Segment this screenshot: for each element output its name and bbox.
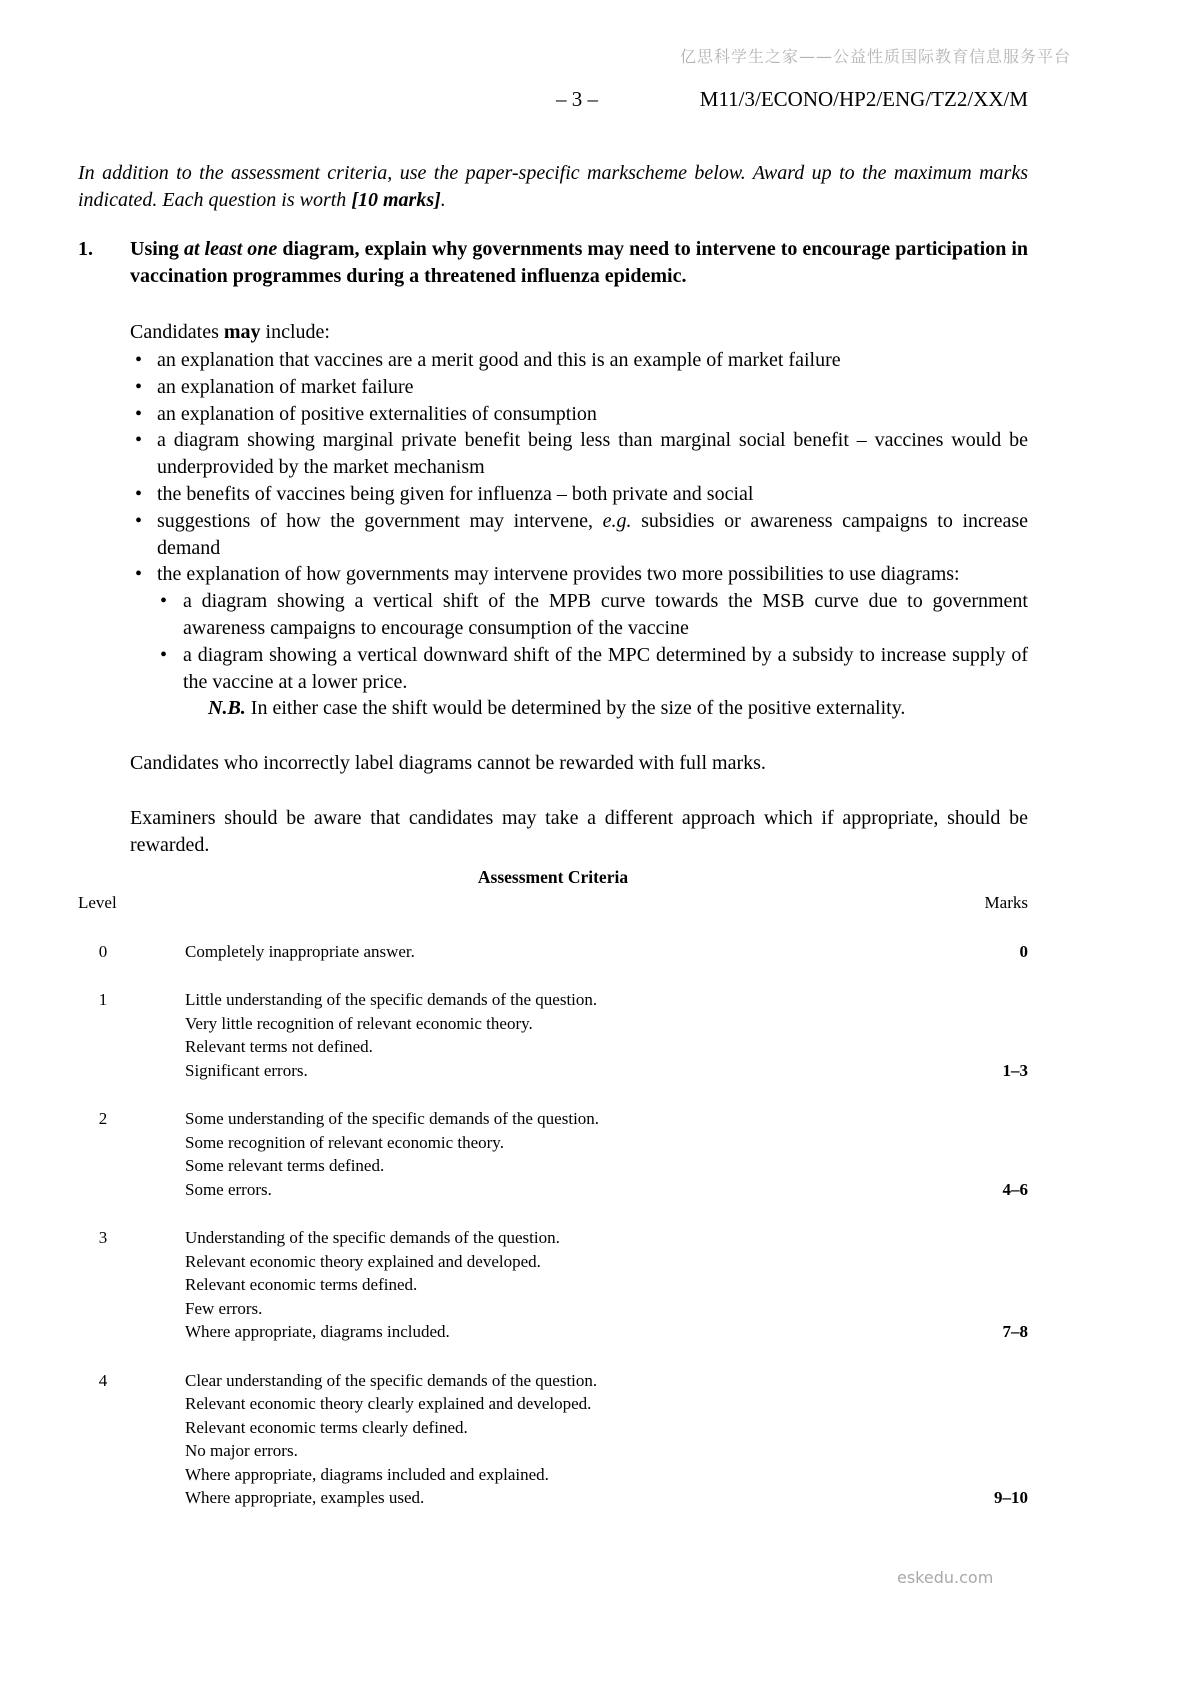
criteria-lines <box>185 1226 1003 1344</box>
criteria-title: Assessment Criteria <box>477 867 629 888</box>
bullet-item <box>135 401 1028 428</box>
intro-marks-bold: [10 marks] <box>351 189 441 211</box>
sub-bullet-item <box>160 588 1028 642</box>
bullet-text-after: subsidies or awareness campaigns to increase demand <box>157 509 1028 559</box>
note-examiners: Examiners should be aware that candidates may take a different approach which if appropriate, should be rewarded. <box>130 807 1028 857</box>
criteria-line: Completely inappropriate answer. <box>185 941 415 961</box>
bullet-icon: • <box>135 482 143 505</box>
nb-label: N.B. <box>208 697 246 720</box>
criteria-line: Clear understanding of the specific demands of the question. <box>185 1370 598 1390</box>
intro-period: . <box>440 189 446 211</box>
criteria-line: Few errors. <box>185 1298 263 1318</box>
sub-bullet-text: a diagram showing a vertical downward shift of the MPC determined by a subsidy to increase supply of the vaccine at a lower price. <box>183 643 1028 693</box>
page-content <box>78 160 1028 1510</box>
criteria-marks: 0 <box>1019 941 1028 961</box>
criteria-level: 2 <box>98 1109 108 1129</box>
criteria-row <box>78 1107 1028 1201</box>
criteria-line: Some understanding of the specific demands of the question. <box>185 1109 600 1129</box>
bullet-item <box>135 427 1028 481</box>
bullet-icon: • <box>135 375 143 398</box>
criteria-line: Some recognition of relevant economic theory. <box>185 1132 504 1152</box>
bullet-text: an explanation that vaccines are a merit good and this is an example of market failure <box>157 349 841 371</box>
bullet-icon: • <box>135 429 143 452</box>
question-text <box>130 236 1028 290</box>
paper-code: M11/3/ECONO/HP2/ENG/TZ2/XX/M <box>699 87 1028 111</box>
question-number: 1. <box>78 238 93 260</box>
candidates-may-bold: may <box>223 321 261 343</box>
criteria-marks: 1–3 <box>1002 1060 1028 1080</box>
footer-watermark: eskedu.com <box>897 1568 994 1587</box>
question-rest: diagram, explain why governments may need to intervene to encourage participation in vaccination programmes during a threatened influenza epidemic. <box>130 238 1029 287</box>
bullet-item <box>135 508 1028 562</box>
criteria-line: Understanding of the specific demands of the question. <box>185 1228 560 1248</box>
criteria-line: Relevant economic terms clearly defined. <box>185 1417 468 1437</box>
candidates-before: Candidates <box>130 321 224 343</box>
nb-note <box>208 695 1028 722</box>
bullet-icon: • <box>135 509 143 532</box>
bullet-icon: • <box>135 349 143 371</box>
criteria-row <box>78 1226 1028 1344</box>
assessment-criteria-table <box>78 867 1028 1510</box>
criteria-line: Very little recognition of relevant economic theory. <box>185 1013 533 1033</box>
bullet-text <box>157 508 1028 562</box>
criteria-line: Significant errors. <box>185 1060 308 1080</box>
sub-bullet-list <box>160 588 1028 722</box>
bullet-item <box>135 481 1028 508</box>
criteria-marks-header: Marks <box>984 893 1028 913</box>
bullet-icon: • <box>160 643 168 666</box>
bullet-text: an explanation of positive externalities of consumption <box>157 402 597 425</box>
criteria-marks: 4–6 <box>1002 1179 1028 1199</box>
criteria-line: Some relevant terms defined. <box>185 1156 385 1176</box>
chinese-watermark: 亿思科学生之家——公益性质国际教育信息服务平台 <box>680 47 1072 66</box>
question-lead: Using <box>130 238 184 260</box>
criteria-header-row <box>78 891 1028 915</box>
criteria-rows <box>78 940 1028 1510</box>
nb-text: In either case the shift would be determined by the size of the positive externality. <box>245 697 906 720</box>
question-1 <box>78 236 1028 290</box>
criteria-line: Some errors. <box>185 1179 272 1199</box>
sub-bullet-item <box>160 642 1028 696</box>
bullet-icon: • <box>135 563 143 586</box>
page-number: – 3 – <box>556 87 598 111</box>
criteria-lines <box>185 988 1003 1082</box>
criteria-line: Where appropriate, diagrams included. <box>185 1322 450 1342</box>
question-emphasis: at least one <box>183 238 278 260</box>
criteria-line: Little understanding of the specific demands of the question. <box>185 990 598 1010</box>
candidates-after: include: <box>260 321 330 343</box>
candidates-include-line <box>130 319 1028 346</box>
bullet-text: the explanation of how governments may intervene provides two more possibilities to use diagrams: <box>157 563 960 586</box>
criteria-row <box>78 940 1028 964</box>
criteria-line: Where appropriate, examples used. <box>185 1488 425 1508</box>
criteria-marks: 7–8 <box>1002 1322 1028 1342</box>
intro-paragraph <box>78 160 1028 214</box>
bullet-item <box>135 347 1028 374</box>
bullet-icon: • <box>135 402 143 425</box>
bullet-eg-italic: e.g. <box>602 509 632 532</box>
criteria-row <box>78 988 1028 1082</box>
criteria-lines <box>185 940 1020 964</box>
criteria-lines <box>185 1107 1003 1201</box>
note-labelling: Candidates who incorrectly label diagrams cannot be rewarded with full marks. <box>130 752 766 775</box>
criteria-line: Where appropriate, diagrams included and explained. <box>185 1464 549 1484</box>
bullet-text: a diagram showing marginal private benefit being less than marginal social benefit – vaccines would be underprovided by the market mechanism <box>157 429 1028 479</box>
bullet-list <box>135 347 1028 722</box>
criteria-level-header: Level <box>78 893 117 913</box>
criteria-row <box>78 1369 1028 1510</box>
criteria-level: 1 <box>98 990 108 1010</box>
criteria-lines <box>185 1369 994 1510</box>
criteria-level: 4 <box>98 1370 108 1390</box>
criteria-line: Relevant economic terms defined. <box>185 1275 418 1295</box>
criteria-marks: 9–10 <box>994 1488 1028 1508</box>
criteria-line: No major errors. <box>185 1441 298 1461</box>
bullet-text-before: suggestions of how the government may intervene, <box>157 509 603 532</box>
bullet-text: the benefits of vaccines being given for influenza – both private and social <box>157 482 754 505</box>
criteria-line: Relevant economic theory clearly explained and developed. <box>185 1394 592 1414</box>
criteria-line: Relevant economic theory explained and developed. <box>185 1251 541 1271</box>
sub-bullet-text: a diagram showing a vertical shift of the MPB curve towards the MSB curve due to government awareness campaigns to encourage consumption of the vaccine <box>183 590 1028 639</box>
intro-text: In addition to the assessment criteria, use the paper-specific markscheme below. Award up to the maximum marks indicated. Each question is worth <box>78 162 1028 211</box>
bullet-text: an explanation of market failure <box>157 375 414 398</box>
bullet-item <box>135 561 1028 588</box>
bullet-item <box>135 374 1028 401</box>
criteria-level: 0 <box>98 941 108 961</box>
criteria-level: 3 <box>98 1228 108 1248</box>
bullet-icon: • <box>160 590 168 613</box>
criteria-line: Relevant terms not defined. <box>185 1037 373 1057</box>
